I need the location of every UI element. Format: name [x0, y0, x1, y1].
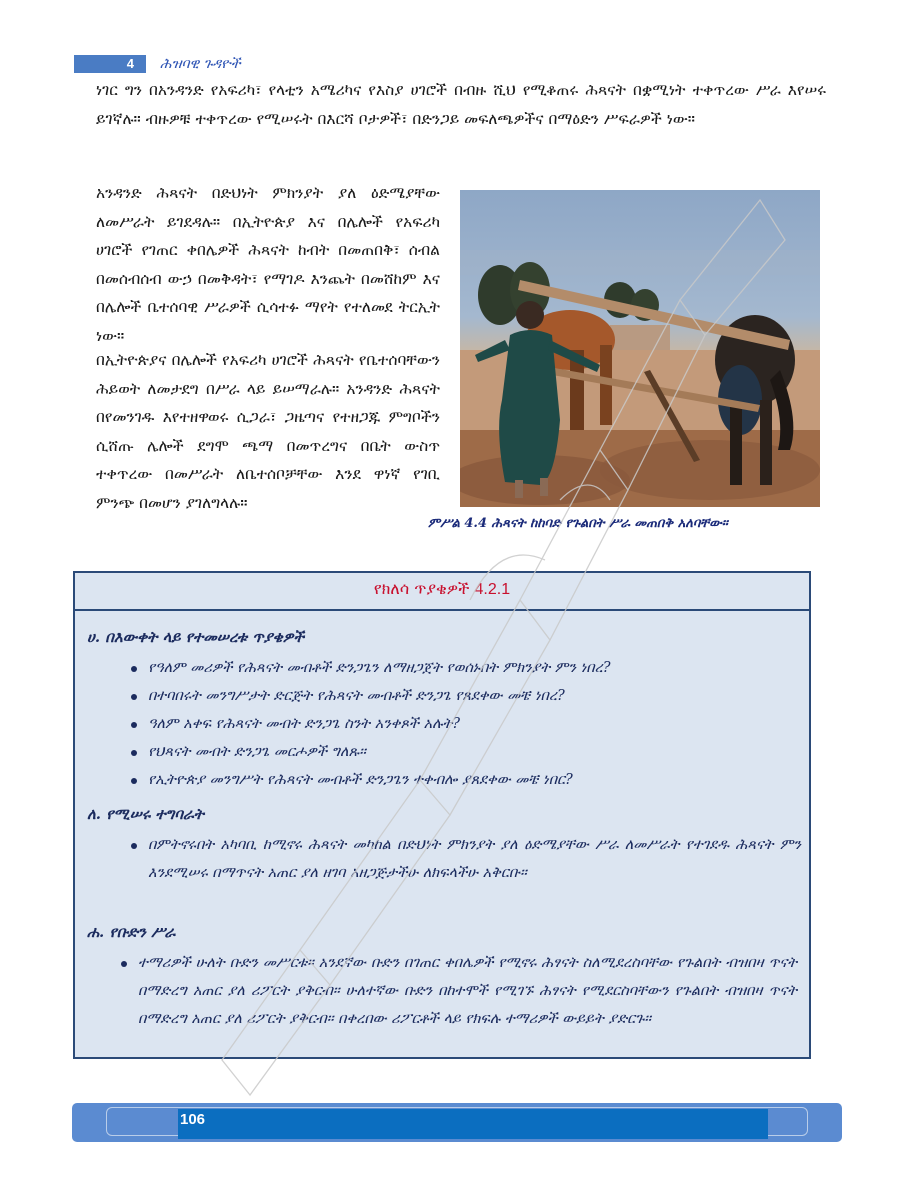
- photo-illustration: [460, 190, 820, 507]
- list-item: የኢትዮጵያ መንግሥት የሕጻናት መብቶች ድንጋጌን ተቀብሎ ያጸደቀው መቼ ነበር?: [131, 766, 791, 794]
- list-item: በተባበሩት መንግሥታት ድርጅት የሕጻናት መብቶች ድንጋጌ የጸደቀው መቼ ነበረ?: [131, 682, 791, 710]
- section-title-activities: ለ. የሚሠሩ ተግባራት: [87, 805, 204, 823]
- group-work-list: [121, 949, 797, 1033]
- paragraph-intro: ነገር ግን በአንዳንድ የአፍሪካ፣ የላቲን አሜሪካና የእስያ ሀገሮች በብዙ ሺህ የሚቆጠሩ ሕጻናት በቋሚነት ተቀጥረው ሥራ እየሠሩ ይገኛሉ። ብዙዎቹ ተቀጥረው የሚሠሩት በእርሻ ቦታዎች፣ በድንጋይ መፍለጫዎችና በማዕድን ሥፍራዎች ነው።: [96, 81, 826, 128]
- section-title-knowledge: ሀ. በእውቀት ላይ የተመሠረቱ ጥያቄዎች: [87, 628, 304, 646]
- review-box-number: 4.2.1: [474, 581, 511, 598]
- section-title-group-work: ሐ. የቡድን ሥራ: [87, 923, 176, 941]
- review-box-title: የክለሳ ጥያቄዎች: [373, 579, 470, 598]
- review-box-header: [75, 573, 809, 611]
- chapter-tab: [74, 55, 146, 73]
- list-item: ዓለም አቀፍ የሕጻናት መብት ድንጋጌ ስንት አንቀጾች አሉት?: [131, 710, 791, 738]
- paragraph-family-work: በኢትዮጵያና በሌሎች የአፍሪካ ሀገሮች ሕጻናት የቤተሰባቸውን ሕይወት ለመታደግ በሥራ ላይ ይሠማራሉ። አንዳንድ ሕጻናት በየመንገዱ እየተዘዋወሩ ሲጋራ፣ ጋዜጣና የተዘጋጁ ምግቦችን ሲሸጡ ሌሎች ደግሞ ጫማ በመጥረግና በቤት ውስጥ ተቀጥረው በመሥራት ለቤተሰቦቻቸው እንደ ዋነኛ የገቢ ምንጭ በመሆን ያገለግላሉ።: [96, 351, 440, 512]
- list-item: የዓለም መሪዎች የሕጻናት መብቶች ድንጋጌን ለማዘጋጀት የወሰኑበት ምክንያት ምን ነበረ?: [131, 654, 791, 682]
- list-item: ተማሪዎች ሁለት ቡድን መሥርቱ። አንደኛው ቡድን በገጠር ቀበሌዎች የሚኖሩ ሕፃናት ስለሚደረስባቸው የጉልበት ብዝበዛ ጥናት በማድረግ አጠር ያለ ሪፖርት ያቅርብ። ሁለተኛው ቡድን በከተሞች የሚገኙ ሕፃናት የሚደርስባቸውን የጉልበት ብዝበዛ ጥናት በማድረግ አጠር ያለ ሪፖርት ያቅርብ። በቀረበው ሪፖርቶች ላይ የክፍሉ ተማሪዎች ውይይት ያድርጉ።: [121, 949, 797, 1033]
- footer-bar: [72, 1103, 842, 1142]
- figure-caption: ምሥል 4.4 ሕጻናት ከከባድ የጉልበት ሥራ መጠበቅ አለባቸው።: [428, 516, 728, 531]
- review-questions-box: [73, 571, 811, 1059]
- knowledge-question-list: [131, 654, 791, 794]
- footer-band: [178, 1109, 768, 1139]
- list-item: በምትኖሩበት አካባቢ ከሚኖሩ ሕጻናት መካከል በድህነት ምክንያት ያለ ዕድሜያቸው ሥራ ለመሥራት የተገደዱ ሕጻናት ምን እንደሚሠሩ በማጥናት አጠር ያለ ዘገባ አዘጋጅታችሁ ለክፍላችሁ አቅርቡ።: [131, 831, 801, 887]
- chapter-number: 4: [126, 56, 134, 71]
- list-item: የህጻናት መብት ድንጋጌ መርሖዎች ግለጹ።: [131, 738, 791, 766]
- paragraph-poverty: አንዳንድ ሕጻናት በድህነት ምክንያት ያለ ዕድሜያቸው ለመሥራት ይገደዳሉ። በኢትዮጵያ እና በሌሎች የአፍሪካ ሀገሮች የገጠር ቀበሌዎች ሕጻናት ከብት በመጠበቅ፣ ሰብል በመሰብሰብ ውኃ በመቅዳት፣ የማገዶ እንጨት በመሸከም እና በሌሎች ቤተሰባዊ ሥራዎች ሲሳተፉ ማየት የተለመደ ትርኢት ነው።: [96, 184, 440, 345]
- child-plowing-photo: [460, 190, 820, 507]
- activities-list: [131, 831, 801, 887]
- page-number: 106: [180, 1111, 206, 1128]
- chapter-title: ሕዝባዊ ጉዳዮች: [160, 56, 241, 72]
